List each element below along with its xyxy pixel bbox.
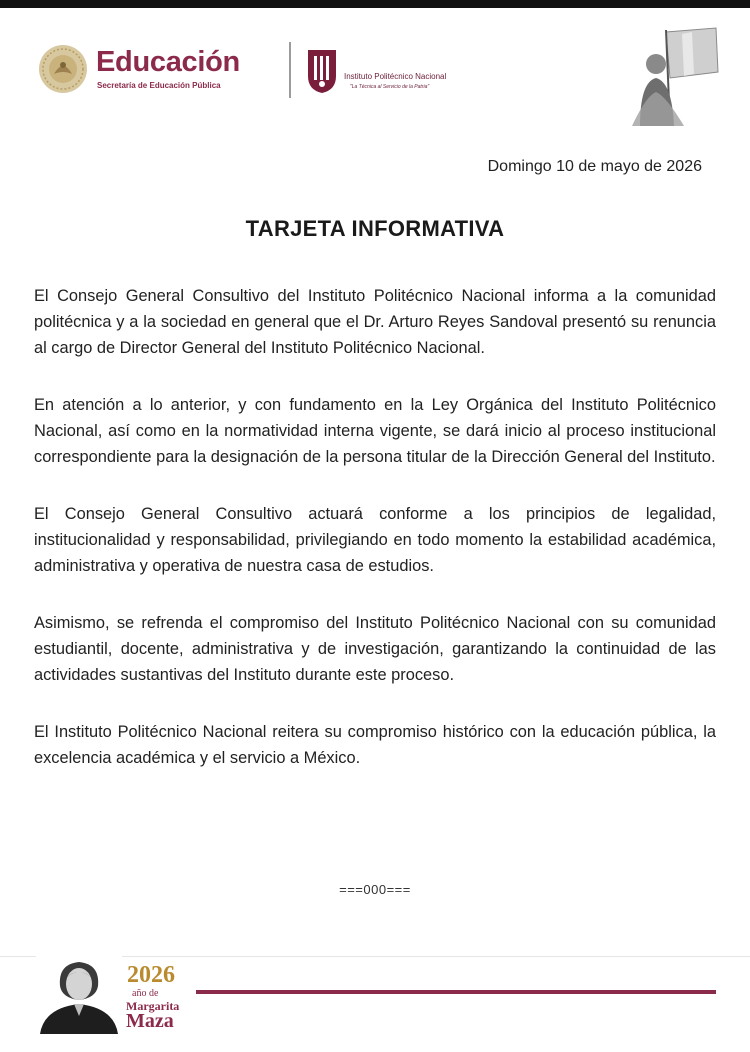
top-bar [0,0,750,8]
footer-rule [196,990,716,994]
ministry-subtitle: Secretaría de Educación Pública [97,81,221,90]
letterhead [0,8,750,128]
logo-divider [289,42,291,98]
flag-figure-icon [626,26,722,128]
document-title: TARJETA INFORMATIVA [245,216,505,241]
ministry-name: Educación [96,46,240,78]
mexico-seal-icon [38,44,88,94]
document-date: Domingo 10 de mayo de 2026 [487,158,702,175]
document-body [34,283,716,802]
honoree-last-name: Maza [126,1010,174,1032]
paragraph-3: El Consejo General Consultivo actuará conforme a los principios de legalidad, institucionalidad y responsabilidad, privilegiando en todo momento la estabilidad académica, administrativa y operativa de nuestra casa de estudios. [34,505,716,575]
ipn-motto: "La Técnica al Servicio de la Patria" [350,84,430,90]
ipn-name: Instituto Politécnico Nacional [344,72,447,81]
paragraph-2: En atención a lo anterior, y con fundamento en la Ley Orgánica del Instituto Politécnico Nacional, así como en la normatividad interna vigente, se dará inicio al proceso institucional correspondiente para la designación de la persona titular de la Dirección General del Instituto. [34,396,716,466]
paragraph-5: El Instituto Politécnico Nacional reitera su compromiso histórico con la educación pública, la excelencia académica y el servicio a México. [34,723,716,767]
honoree-first-name: Margarita [126,999,180,1013]
paragraph-4: Asimismo, se refrenda el compromiso del Instituto Politécnico Nacional con su comunidad estudiantil, docente, administrativa y de investigación, garantizando la continuidad de las actividades sustantivas del Instituto durante este proceso. [34,614,716,684]
closing-mark: ===000=== [339,882,411,897]
year-subtitle: año de [132,988,159,999]
year-label: 2026 [127,962,175,988]
ipn-logo-icon [304,46,340,94]
portrait-icon [36,956,122,1034]
paragraph-1: El Consejo General Consultivo del Instituto Politécnico Nacional informa a la comunidad politécnica y a la sociedad en general que el Dr. Arturo Reyes Sandoval presentó su renuncia al cargo de Director General del Instituto Politécnico Nacional. [34,287,716,357]
